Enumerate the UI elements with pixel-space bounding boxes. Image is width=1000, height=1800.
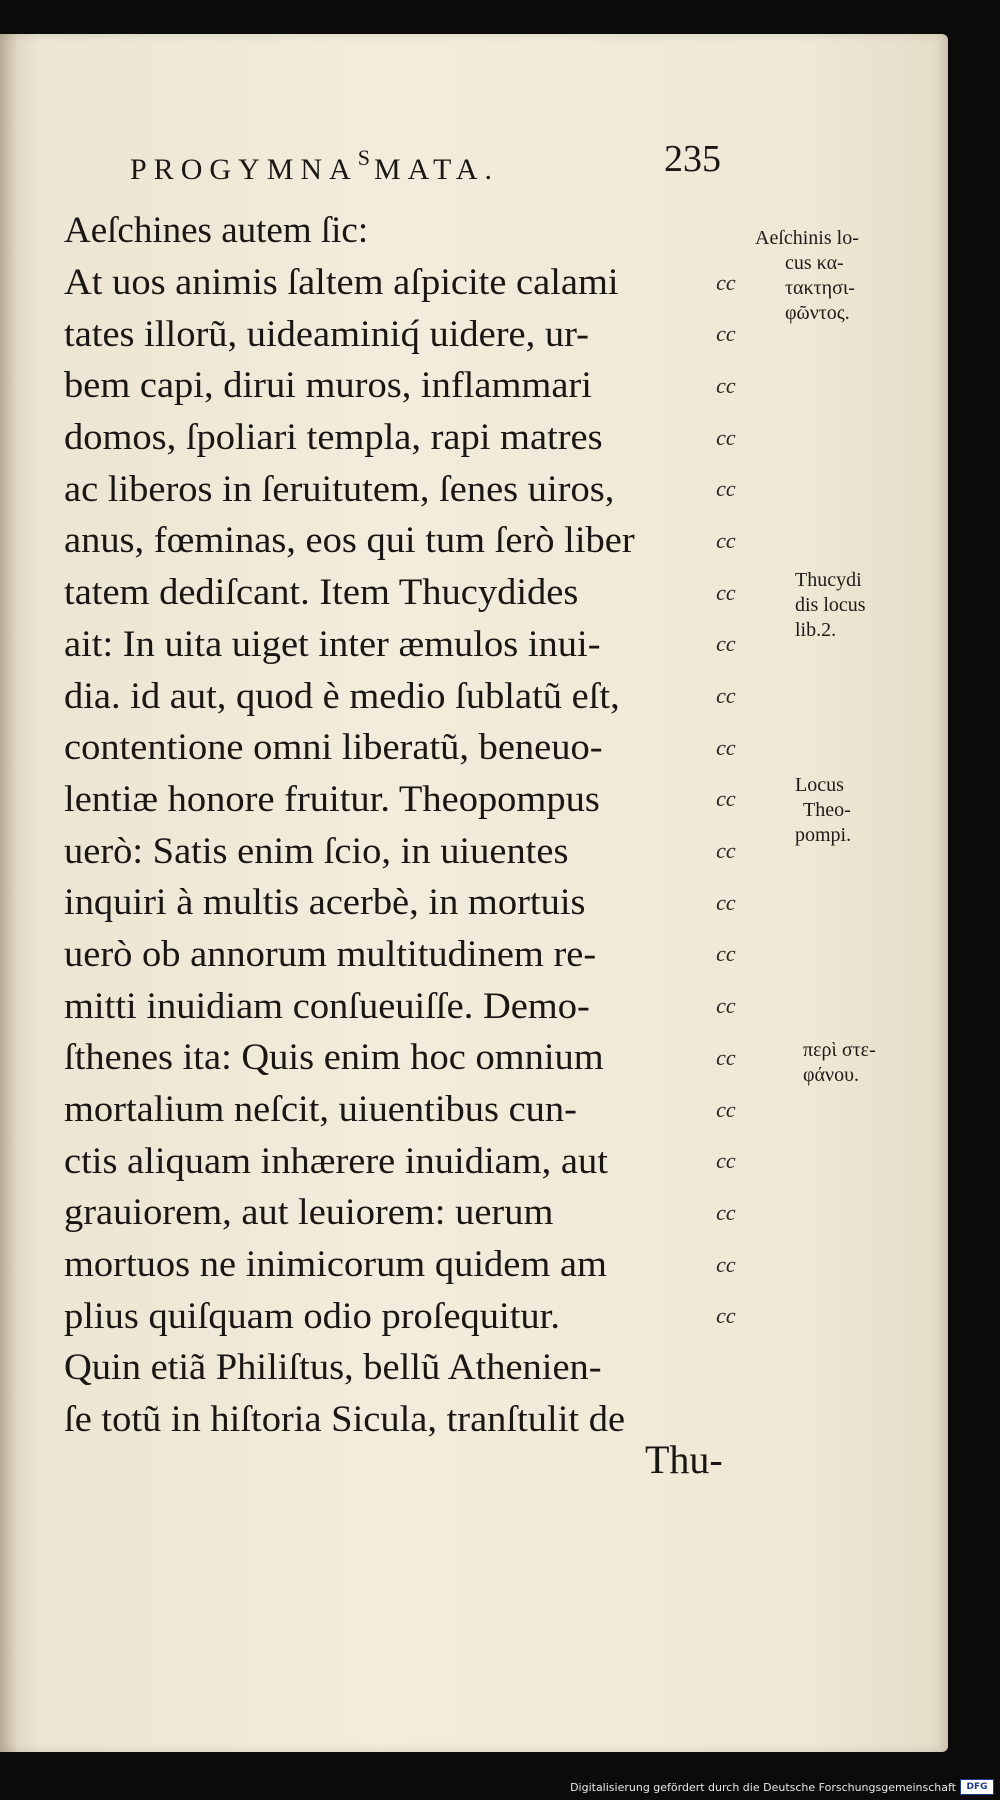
text-line: lentiæ honore fruitur. Theopompus cc	[64, 778, 736, 820]
page-number: 235	[664, 138, 721, 180]
text-line: Aeſchines autem ſic:	[64, 210, 369, 252]
text-line: ſthenes ita: Quis enim hoc omnium cc	[64, 1037, 736, 1079]
text-line: inquiri à multis acerbè, in mortuis cc	[64, 882, 736, 924]
main-text	[64, 205, 754, 1446]
text-line: bem capi, dirui muros, inflammari cc	[64, 365, 736, 407]
catchword: Thu-	[645, 1437, 723, 1482]
text-line: mitti inuidiam conſueuiſſe. Demo- cc	[64, 985, 736, 1027]
text-line: ait: In uita uiget inter æmulos inui- cc	[64, 623, 736, 665]
text-line: anus, fœminas, eos qui tum ſerò liber cc	[64, 520, 736, 562]
text-line: ſe totũ in hiſtoria Sicula, tranſtulit de	[64, 1399, 626, 1441]
margin-note-demosthenes: περὶ στε- φάνου.	[803, 1039, 876, 1086]
text-line: grauiorem, aut leuiorem: uerum cc	[64, 1192, 736, 1234]
text-line: mortalium neſcit, uiuentibus cun- cc	[64, 1089, 736, 1131]
text-line: ac liberos in ſeruitutem, ſenes uiros, cc	[64, 468, 736, 510]
text-line: contentione omni liberatũ, beneuo- cc	[64, 727, 736, 769]
text-line: uerò: Satis enim ſcio, in uiuentes cc	[64, 830, 736, 872]
text-line: plius quiſquam odio proſequitur. cc	[64, 1295, 736, 1337]
text-line: uerò ob annorum multitudinem re- cc	[64, 933, 736, 975]
running-title: $PROGYMNA^SMATA$.	[130, 145, 500, 186]
margin-note-theopompus: Locus Theo- pompi.	[795, 774, 852, 846]
text-line: Quin etiã Philiſtus, bellũ Athenien-	[64, 1347, 602, 1389]
text-line: ctis aliquam inhærere inuidiam, aut cc	[64, 1140, 736, 1182]
margin-note-thucydides: Thucydi dis locus lib.2.	[795, 569, 866, 641]
text-line: tates illorũ, uideaminiq́ uidere, ur- cc	[64, 313, 736, 355]
digitization-credit: Digitalisierung gefördert durch die Deutsche Forschungsgemeinschaft	[570, 1781, 956, 1794]
text-line: tatem dediſcant. Item Thucydides cc	[64, 572, 736, 614]
text-line: dia. id aut, quod è medio ſublatũ eſt, cc	[64, 675, 736, 717]
dfg-logo: DFG	[960, 1779, 994, 1795]
text-line: domos, ſpoliari templa, rapi matres cc	[64, 417, 736, 459]
text-line: mortuos ne inimicorum quidem am cc	[64, 1244, 736, 1286]
page-header	[0, 115, 948, 185]
margin-note-aeschines: Aeſchinis lo- cus κα- τακτησι- φῶντος.	[755, 227, 859, 324]
text-line: At uos animis ſaltem aſpicite calami cc	[64, 262, 736, 304]
